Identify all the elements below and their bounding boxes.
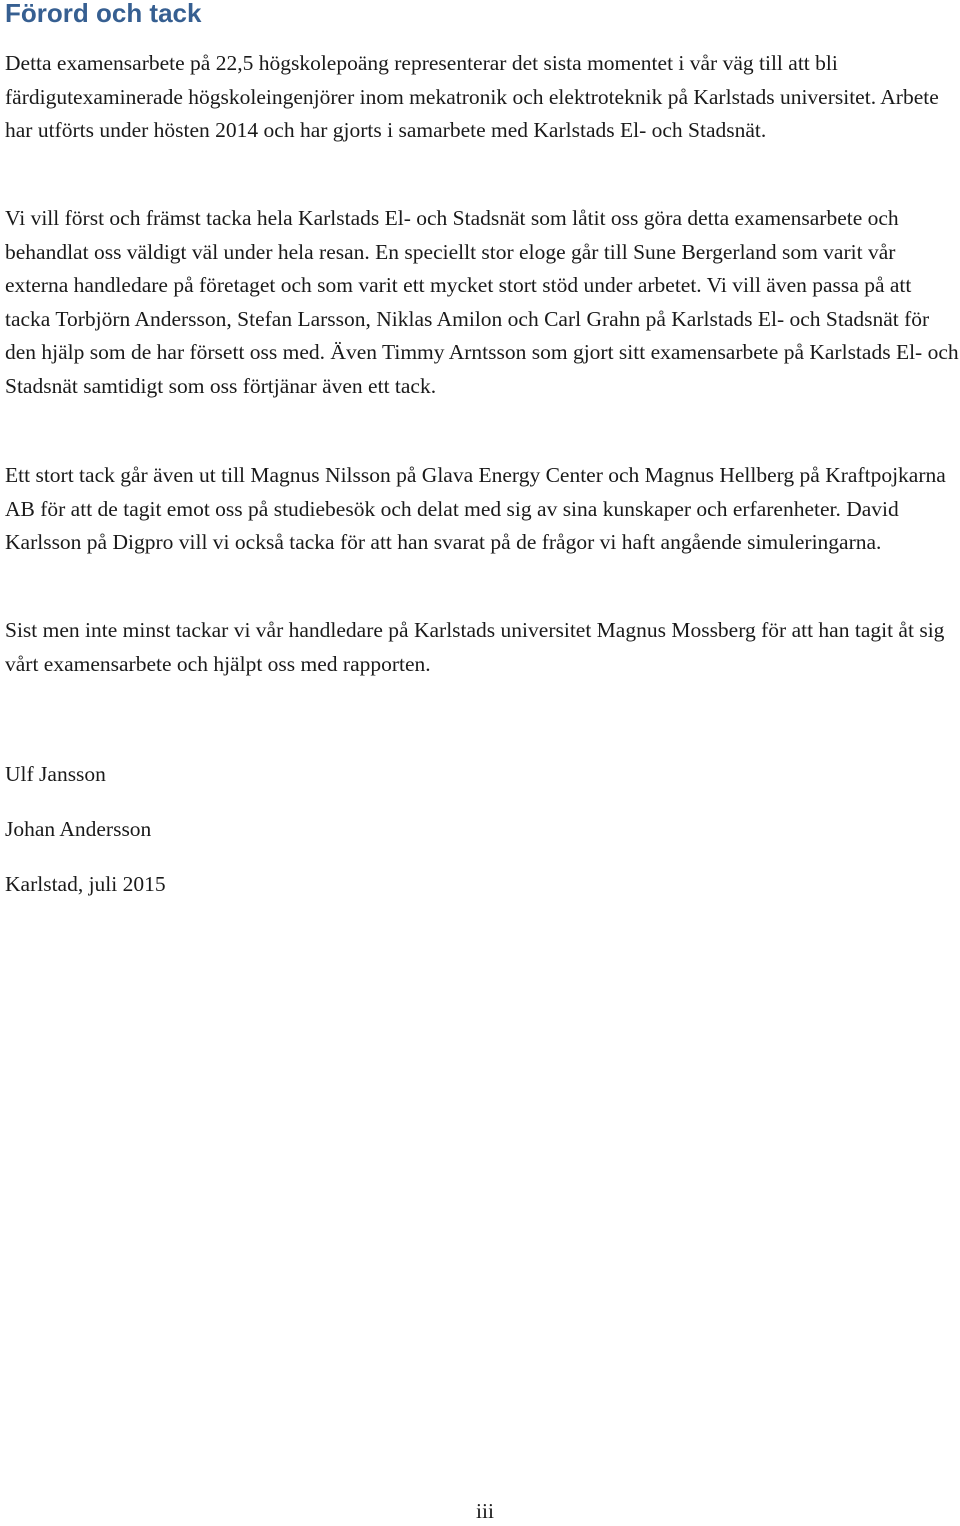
- paragraph-thanks-supervisor: Sist men inte minst tackar vi vår handledare på Karlstads universitet Magnus Mossberg för att han tagit åt sig vårt examensarbete och hjälpt oss med rapporten.: [5, 618, 945, 676]
- signature-author-1: Ulf Jansson: [5, 762, 106, 786]
- paragraph-introduction: Detta examensarbete på 22,5 högskolepoäng representerar det sista momentet i vår väg till att bli färdigutexaminerade högskoleingenjörer inom mekatronik och elektroteknik på Karlstads universitet. Arbete har utförts under hösten 2014 och har gjorts i samarbete med Karlstads El- och Stadsnät.: [5, 51, 939, 143]
- page-number: iii: [476, 1499, 494, 1523]
- signature-author-2: Johan Andersson: [5, 817, 152, 841]
- paragraph-thanks-visits: Ett stort tack går även ut till Magnus Nilsson på Glava Energy Center och Magnus Hellberg på Kraftpojkarna AB för att de tagit emot oss på studiebesök och delat med sig av sina kunskaper och erfarenheter. David Karlsson på Digpro vill vi också tacka för att han svarat på de frågor vi haft angående simuleringarna.: [5, 463, 946, 555]
- paragraph-thanks-company: Vi vill först och främst tacka hela Karlstads El- och Stadsnät som låtit oss göra detta examensarbete och behandlat oss väldigt väl under hela resan. En speciellt stor eloge går till Sune Bergerland som varit vår externa handledare på företaget och som varit ett mycket stort stöd under arbetet. Vi vill även passa på att tacka Torbjörn Andersson, Stefan Larsson, Niklas Amilon och Carl Grahn på Karlstads El- och Stadsnät för den hjälp som de har försett oss med. Även Timmy Arntsson som gjort sitt examensarbete på Karlstads El- och Stadsnät samtidigt som oss förtjänar även ett tack.: [5, 206, 959, 398]
- signature-place-date: Karlstad, juli 2015: [5, 872, 166, 896]
- page-title: Förord och tack: [5, 0, 202, 28]
